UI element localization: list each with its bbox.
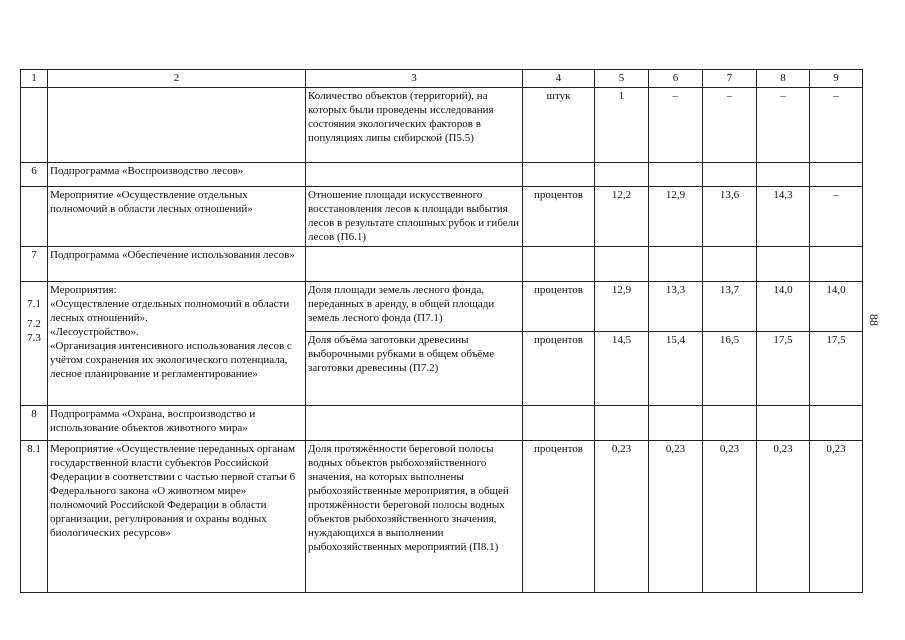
empty-cell (703, 406, 757, 441)
empty-cell (703, 247, 757, 282)
value-cell: 17,5 (757, 332, 810, 406)
table-row (21, 441, 863, 593)
empty-cell (306, 163, 523, 187)
col-header-9: 9 (810, 70, 863, 88)
row-name: Мероприятие «Осуществление переданных органам государственной власти субъектов Российской Федерации в соответствии с частью первой статьи 6 Федерального закона «О животном мире» полномочий Российской Федерации в области организации, регулирования и охраны водных биологических ресурсов» (48, 441, 306, 593)
row-name (48, 282, 306, 406)
value-cell: 14,0 (757, 282, 810, 332)
value-cell: 12,9 (649, 187, 703, 247)
row-number: 7 (21, 247, 48, 282)
empty-cell (757, 163, 810, 187)
measure-item: «Осуществление отдельных полномочий в области лесных отношений». (50, 298, 290, 324)
row-number: 6 (21, 163, 48, 187)
table-row (21, 187, 863, 247)
value-cell: 0,23 (810, 441, 863, 593)
row-number: 7.1 (27, 298, 41, 310)
col-header-6: 6 (649, 70, 703, 88)
measure-item: «Лесоустройство». (50, 326, 139, 338)
empty-cell (649, 163, 703, 187)
empty-cell (595, 406, 649, 441)
value-cell: – (757, 88, 810, 163)
row-name: Подпрограмма «Воспроизводство лесов» (48, 163, 306, 187)
value-cell: – (810, 187, 863, 247)
row-number: 7.3 (27, 332, 41, 344)
measures-title: Мероприятия: (50, 284, 117, 296)
indicator-cell: Отношение площади искусственного восстановления лесов к площади выбытия лесов в результате сплошных рубок и гибели лесов (П6.1) (306, 187, 523, 247)
row-number (21, 88, 48, 163)
value-cell: – (649, 88, 703, 163)
col-header-1: 1 (21, 70, 48, 88)
table-row (21, 163, 863, 187)
empty-cell (306, 406, 523, 441)
indicator-cell: Доля протяжённости береговой полосы водных объектов рыбохозяйственного значения, на которых выполнены рыбохозяйственные мероприятия, в общей протяжённости береговой полосы водных объектов рыбохозяйственного значения, нуждающихся в выполнении рыбохозяйственных мероприятий (П8.1) (306, 441, 523, 593)
row-name: Подпрограмма «Обеспечение использования лесов» (48, 247, 306, 282)
empty-cell (595, 247, 649, 282)
row-name: Подпрограмма «Охрана, воспроизводство и использование объектов животного мира» (48, 406, 306, 441)
value-cell: 0,23 (649, 441, 703, 593)
row-numbers (21, 282, 48, 406)
row-name (48, 88, 306, 163)
empty-cell (306, 247, 523, 282)
col-header-7: 7 (703, 70, 757, 88)
value-cell: 17,5 (810, 332, 863, 406)
value-cell: – (810, 88, 863, 163)
page-number: 88 (867, 314, 881, 326)
empty-cell (649, 406, 703, 441)
table-row (21, 88, 863, 163)
value-cell: 16,5 (703, 332, 757, 406)
value-cell: 13,7 (703, 282, 757, 332)
col-header-5: 5 (595, 70, 649, 88)
value-cell: 0,23 (703, 441, 757, 593)
empty-cell (523, 406, 595, 441)
value-cell: 12,9 (595, 282, 649, 332)
indicator-cell: Доля объёма заготовки древесины выборочными рубками в общем объёме заготовки древесины (П7.2) (306, 332, 523, 406)
row-number: 8.1 (21, 441, 48, 593)
table-row (21, 247, 863, 282)
row-number: 7.2 (27, 318, 41, 330)
value-cell: 15,4 (649, 332, 703, 406)
col-header-3: 3 (306, 70, 523, 88)
value-cell: 13,6 (703, 187, 757, 247)
col-header-8: 8 (757, 70, 810, 88)
row-number: 8 (21, 406, 48, 441)
unit-cell: штук (523, 88, 595, 163)
indicator-cell: Количество объектов (территорий), на которых были проведены исследования состояния экологических факторов в популяциях липы сибирской (П5.5) (306, 88, 523, 163)
value-cell: 0,23 (595, 441, 649, 593)
unit-cell: процентов (523, 332, 595, 406)
empty-cell (649, 247, 703, 282)
value-cell: 14,0 (810, 282, 863, 332)
empty-cell (810, 247, 863, 282)
indicator-cell: Доля площади земель лесного фонда, переданных в аренду, в общей площади земель лесного фонда (П7.1) (306, 282, 523, 332)
header-row (21, 70, 863, 88)
empty-cell (523, 247, 595, 282)
table-row (21, 282, 863, 332)
unit-cell: процентов (523, 187, 595, 247)
unit-cell: процентов (523, 282, 595, 332)
value-cell: – (703, 88, 757, 163)
col-header-4: 4 (523, 70, 595, 88)
measure-item: «Организация интенсивного использования лесов с учётом сохранения их экологического потенциала, лесное планирование и регламентирование» (50, 340, 292, 380)
value-cell: 14,5 (595, 332, 649, 406)
col-header-2: 2 (48, 70, 306, 88)
row-number (21, 187, 48, 247)
value-cell: 1 (595, 88, 649, 163)
row-name: Мероприятие «Осуществление отдельных полномочий в области лесных отношений» (48, 187, 306, 247)
unit-cell: процентов (523, 441, 595, 593)
empty-cell (523, 163, 595, 187)
empty-cell (757, 247, 810, 282)
value-cell: 14,3 (757, 187, 810, 247)
value-cell: 12,2 (595, 187, 649, 247)
program-indicators-table (20, 69, 863, 593)
empty-cell (703, 163, 757, 187)
value-cell: 0,23 (757, 441, 810, 593)
empty-cell (595, 163, 649, 187)
empty-cell (810, 406, 863, 441)
empty-cell (810, 163, 863, 187)
value-cell: 13,3 (649, 282, 703, 332)
empty-cell (757, 406, 810, 441)
table-row (21, 406, 863, 441)
